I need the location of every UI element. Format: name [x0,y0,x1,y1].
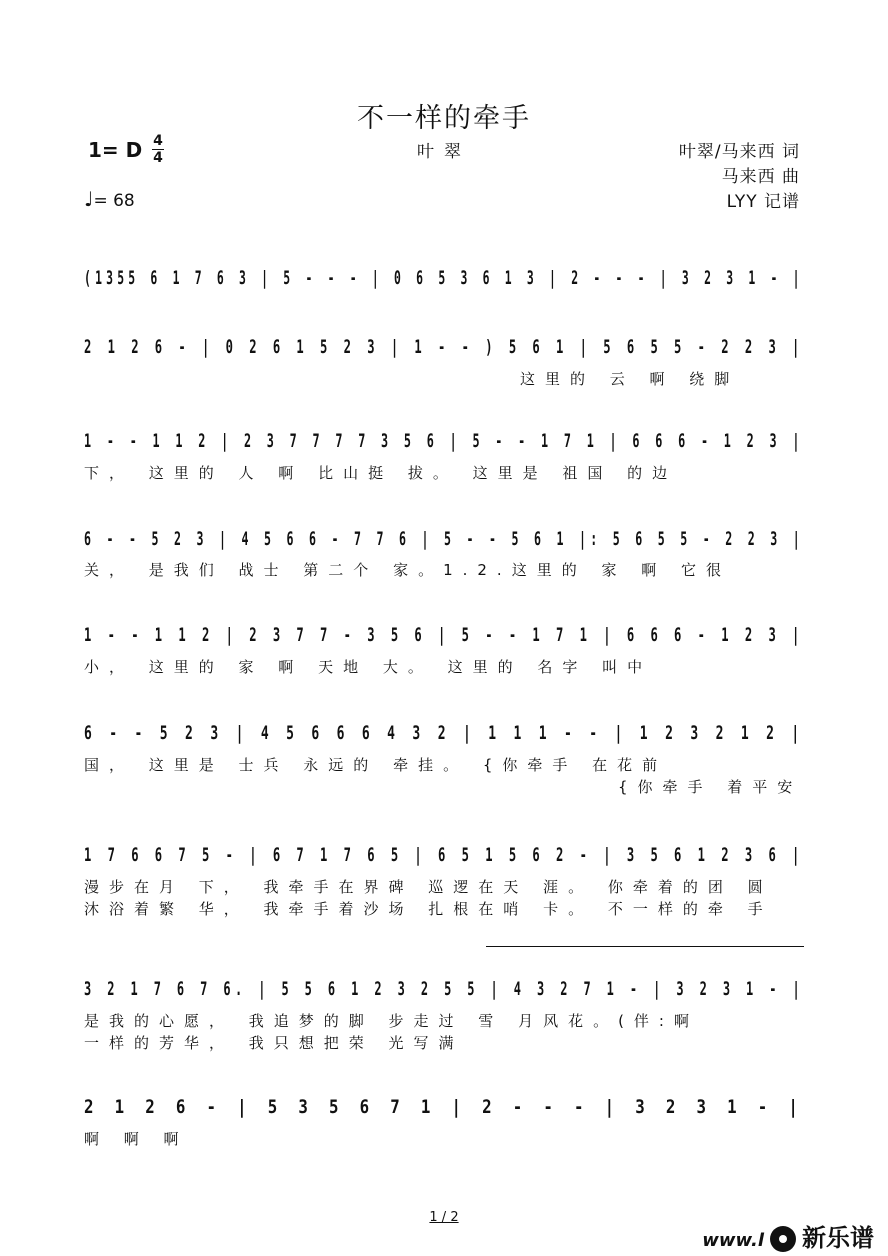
key-signature: 1= D [88,138,143,162]
score-notes: 6 - - 5 2 3 | 4 5 6 6 - 7 7 6 | 5 - - 5 6 1 |: 5 6 5 5 - 2 2 3 | [84,528,805,550]
time-signature-bottom: 4 [153,150,163,166]
watermark-url: www.l [702,1230,764,1251]
score-notes: 6 - - 5 2 3 | 4 5 6 6 6 4 3 2 | 1 1 1 - - | 1 2 3 2 1 2 | [84,722,805,744]
score-notes: 2 1 2 6 - | 5 3 5 6 7 1 | 2 - - - | 3 2 3 1 - | [84,1096,804,1118]
score-line [84,722,805,796]
page-number-text: 1 / 2 [429,1210,459,1225]
score-notes: 1 7 6 6 7 5 - | 6 7 1 7 6 5 | 6 5 1 5 6 2 - | 3 5 6 1 2 3 6 | [84,844,804,866]
score-lyric: 下， 这里的 人 啊 比山挺 拔。 这里是 祖国 的边 [84,464,678,482]
score-notes: (1355 6 1 7 6 3 | 5 - - - | 0 6 5 3 6 1 3 | 2 - - - | 3 2 3 1 - | [84,267,804,289]
score-lyric-alt: {你牵手 着平安 [618,778,803,796]
watermark [702,1218,874,1254]
score-notes: 2 1 2 6 - | 0 2 6 1 5 2 3 | 1 - - ) 5 6 1 | 5 6 5 5 - 2 2 3 | [84,336,804,358]
score-line [84,336,804,406]
score-lyric: 漫步在月 下， 我牵手在界碑 巡逻在天 涯。 你牵着的团 圆 [84,878,773,896]
score-line [84,430,804,500]
watermark-brand: 新乐谱 [802,1224,874,1252]
score-lyric: 小， 这里的 家 啊 天地 大。 这里的 名字 叫中 [84,658,653,676]
score-lyric-alt: 沐浴着繁 华， 我牵手着沙场 扎根在哨 卡。 不一样的牵 手 [84,900,773,918]
score-notes: 3 2 1 7 6 7 6. | 5 5 6 1 2 3 2 5 5 | 4 3 2 7 1 - | 3 2 3 1 - | [84,978,805,1000]
time-signature-top: 4 [153,133,163,149]
score-line [84,1096,804,1166]
score-lyric-alt: 一样的芳华， 我只想把荣 光写满 [84,1034,464,1052]
singer-name: 叶翠 [417,142,471,162]
credit-composer: 马来西 曲 [721,167,800,187]
score-line [84,267,804,337]
volta-bracket [486,946,804,947]
score-lyric: 啊 啊 啊 [84,1130,189,1148]
credit-lyricist: 叶翠/马来西 词 [678,142,800,162]
score-lyric: 这里的 云 啊 绕脚 [520,370,740,388]
score-line [84,624,804,694]
score-line [84,844,804,918]
tempo-marking [84,187,135,211]
score-line [84,978,805,1052]
score-notes: 1 - - 1 1 2 | 2 3 7 7 - 3 5 6 | 5 - - 1 7 1 | 6 6 6 - 1 2 3 | [84,624,804,646]
score-lyric: 是我的心愿， 我追梦的脚 步走过 雪 月风花。(伴:啊 [84,1012,699,1030]
quarter-note-icon: ♩ [84,187,94,211]
song-title: 不一样的牵手 [357,103,531,134]
score-line [84,528,804,598]
credit-transcriber: LYY 记谱 [726,192,800,212]
tempo-value: = 68 [93,191,135,211]
score-lyric: 关， 是我们 战士 第二个 家。1.2.这里的 家 啊 它很 [84,561,732,579]
score-lyric: 国， 这里是 士兵 永远的 牵挂。 {你牵手 在花前 [84,756,668,774]
score-notes: 1 - - 1 1 2 | 2 3 7 7 7 7 3 5 6 | 5 - - 1 7 1 | 6 6 6 - 1 2 3 | [84,430,804,452]
record-logo-icon [770,1226,796,1252]
